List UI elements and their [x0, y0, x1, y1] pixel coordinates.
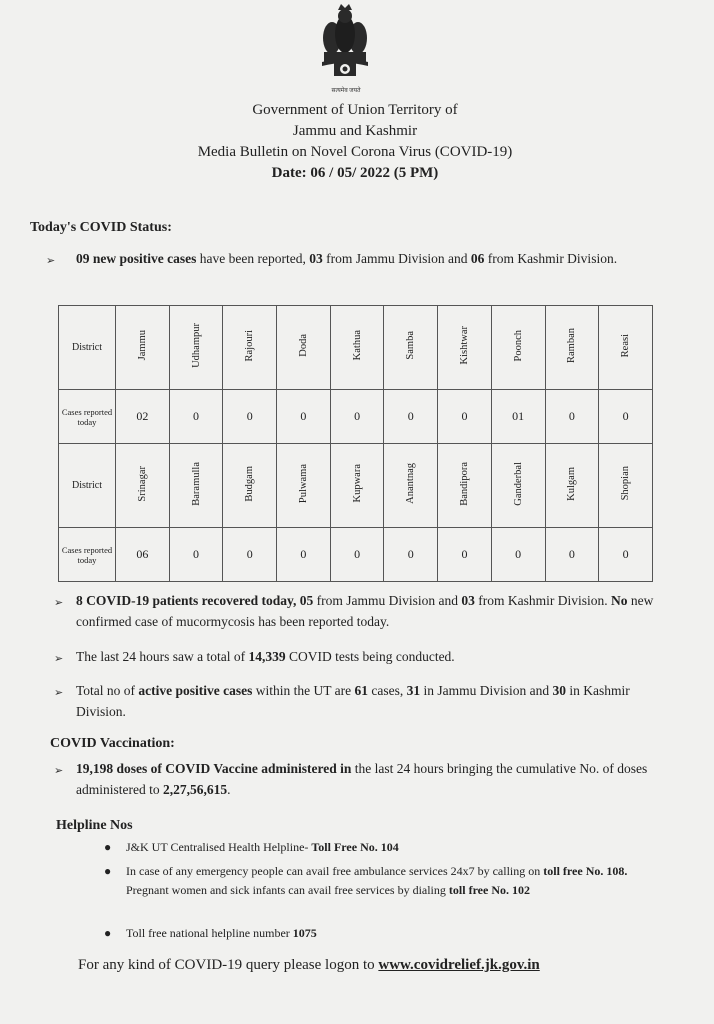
bullet-dot-icon: ●	[104, 840, 112, 854]
helpline-item: J&K UT Centralised Health Helpline- Toll Free No. 104	[126, 840, 399, 854]
district-name: Rajouri	[244, 329, 256, 362]
header-line-3: Media Bulletin on Novel Corona Virus (COVID-19)	[197, 144, 513, 160]
district-name: Reasi	[620, 333, 632, 358]
district-label: District	[59, 306, 116, 390]
district-name: Ramban	[566, 328, 578, 363]
state-emblem-icon	[312, 2, 378, 92]
district-name: Poonch	[512, 329, 524, 362]
new-cases-bullet: 09 new positive cases have been reported, 03 from Jammu Division and 06 from Kashmir Division.	[76, 251, 618, 266]
tests-bullet: The last 24 hours saw a total of 14,339 COVID tests being conducted.	[76, 649, 455, 664]
case-count: 0	[169, 390, 223, 444]
emblem-caption: सत्यमेव जयते	[331, 88, 361, 94]
district-name: Pulwama	[297, 463, 309, 504]
case-count: 0	[438, 390, 492, 444]
arrow-bullet-icon: ➢	[54, 765, 64, 777]
bullet-dot-icon: ●	[104, 864, 112, 878]
case-count: 06	[116, 528, 170, 582]
case-count: 0	[169, 528, 223, 582]
district-name: Doda	[297, 334, 309, 357]
case-count: 01	[491, 390, 545, 444]
vaccination-title: COVID Vaccination:	[50, 736, 175, 751]
district-name: Samba	[405, 331, 417, 360]
case-count: 0	[545, 390, 599, 444]
case-count: 0	[545, 528, 599, 582]
case-count: 0	[599, 528, 653, 582]
district-name: Jammu	[136, 330, 148, 361]
district-name: Srinagar	[136, 465, 148, 502]
bullet-dot-icon: ●	[104, 926, 112, 940]
covid-relief-link[interactable]: www.covidrelief.jk.gov.in	[378, 957, 540, 973]
district-name: Shopian	[620, 466, 632, 501]
new-cases: 09 new positive cases	[76, 251, 197, 266]
case-count: 0	[277, 390, 331, 444]
case-count: 0	[330, 390, 384, 444]
district-name: Budgam	[244, 465, 256, 502]
district-name: Anantnag	[405, 463, 417, 504]
vaccination-bullet: 19,198 doses of COVID Vaccine administered in the last 24 hours bringing the cumulative No. of doses administered to 2,27,56,615.	[76, 761, 648, 797]
arrow-bullet-icon: ➢	[54, 597, 64, 609]
cases-label: Cases reported today	[59, 528, 116, 582]
table-row	[59, 306, 653, 390]
case-count: 0	[223, 528, 277, 582]
header-line-2: Jammu and Kashmir	[292, 123, 418, 139]
case-count: 02	[116, 390, 170, 444]
district-name: Bandipora	[458, 461, 470, 506]
case-count: 0	[384, 390, 438, 444]
district-name: Baramulla	[190, 461, 202, 506]
district-name: Ganderbal	[512, 461, 524, 506]
bulletin-date: Date: 06 / 05/ 2022 (5 PM)	[271, 165, 439, 181]
cases-label: Cases reported today	[59, 390, 116, 444]
arrow-bullet-icon: ➢	[54, 653, 64, 665]
district-name: Kathua	[351, 330, 363, 361]
district-name: Udhampur	[190, 323, 202, 368]
case-count: 0	[438, 528, 492, 582]
arrow-bullet-icon: ➢	[46, 255, 56, 267]
district-name: Kishtwar	[458, 326, 470, 365]
helpline-title: Helpline Nos	[56, 818, 133, 833]
table-row	[59, 444, 653, 528]
recovered-bullet: 8 COVID-19 patients recovered today, 05 from Jammu Division and 03 from Kashmir Division. No new confirmed case of mucormycosis has been reported today.	[76, 593, 654, 629]
bulletin-header	[120, 100, 590, 184]
district-cases-table	[58, 305, 653, 582]
footer: For any kind of COVID-19 query please logon to www.covidrelief.jk.gov.in	[78, 957, 540, 973]
table-row	[59, 390, 653, 444]
case-count: 0	[384, 528, 438, 582]
helpline-item: In case of any emergency people can avail free ambulance services 24x7 by calling on toll free No. 108. Pregnant women and sick infants can avail free services by dialing toll free No. 102	[126, 864, 628, 897]
case-count: 0	[330, 528, 384, 582]
district-label: District	[59, 444, 116, 528]
district-name: Kulgam	[566, 466, 578, 501]
case-count: 0	[277, 528, 331, 582]
status-title: Today's COVID Status:	[30, 220, 172, 235]
arrow-bullet-icon: ➢	[54, 687, 64, 699]
header-line-1: Government of Union Territory of	[252, 102, 458, 118]
helpline-item: Toll free national helpline number 1075	[126, 926, 317, 940]
case-count: 0	[599, 390, 653, 444]
case-count: 0	[491, 528, 545, 582]
active-cases-bullet: Total no of active positive cases within the UT are 61 cases, 31 in Jammu Division and 30 in Kashmir Division.	[76, 683, 630, 719]
case-count: 0	[223, 390, 277, 444]
table-row	[59, 528, 653, 582]
district-name: Kupwara	[351, 464, 363, 503]
